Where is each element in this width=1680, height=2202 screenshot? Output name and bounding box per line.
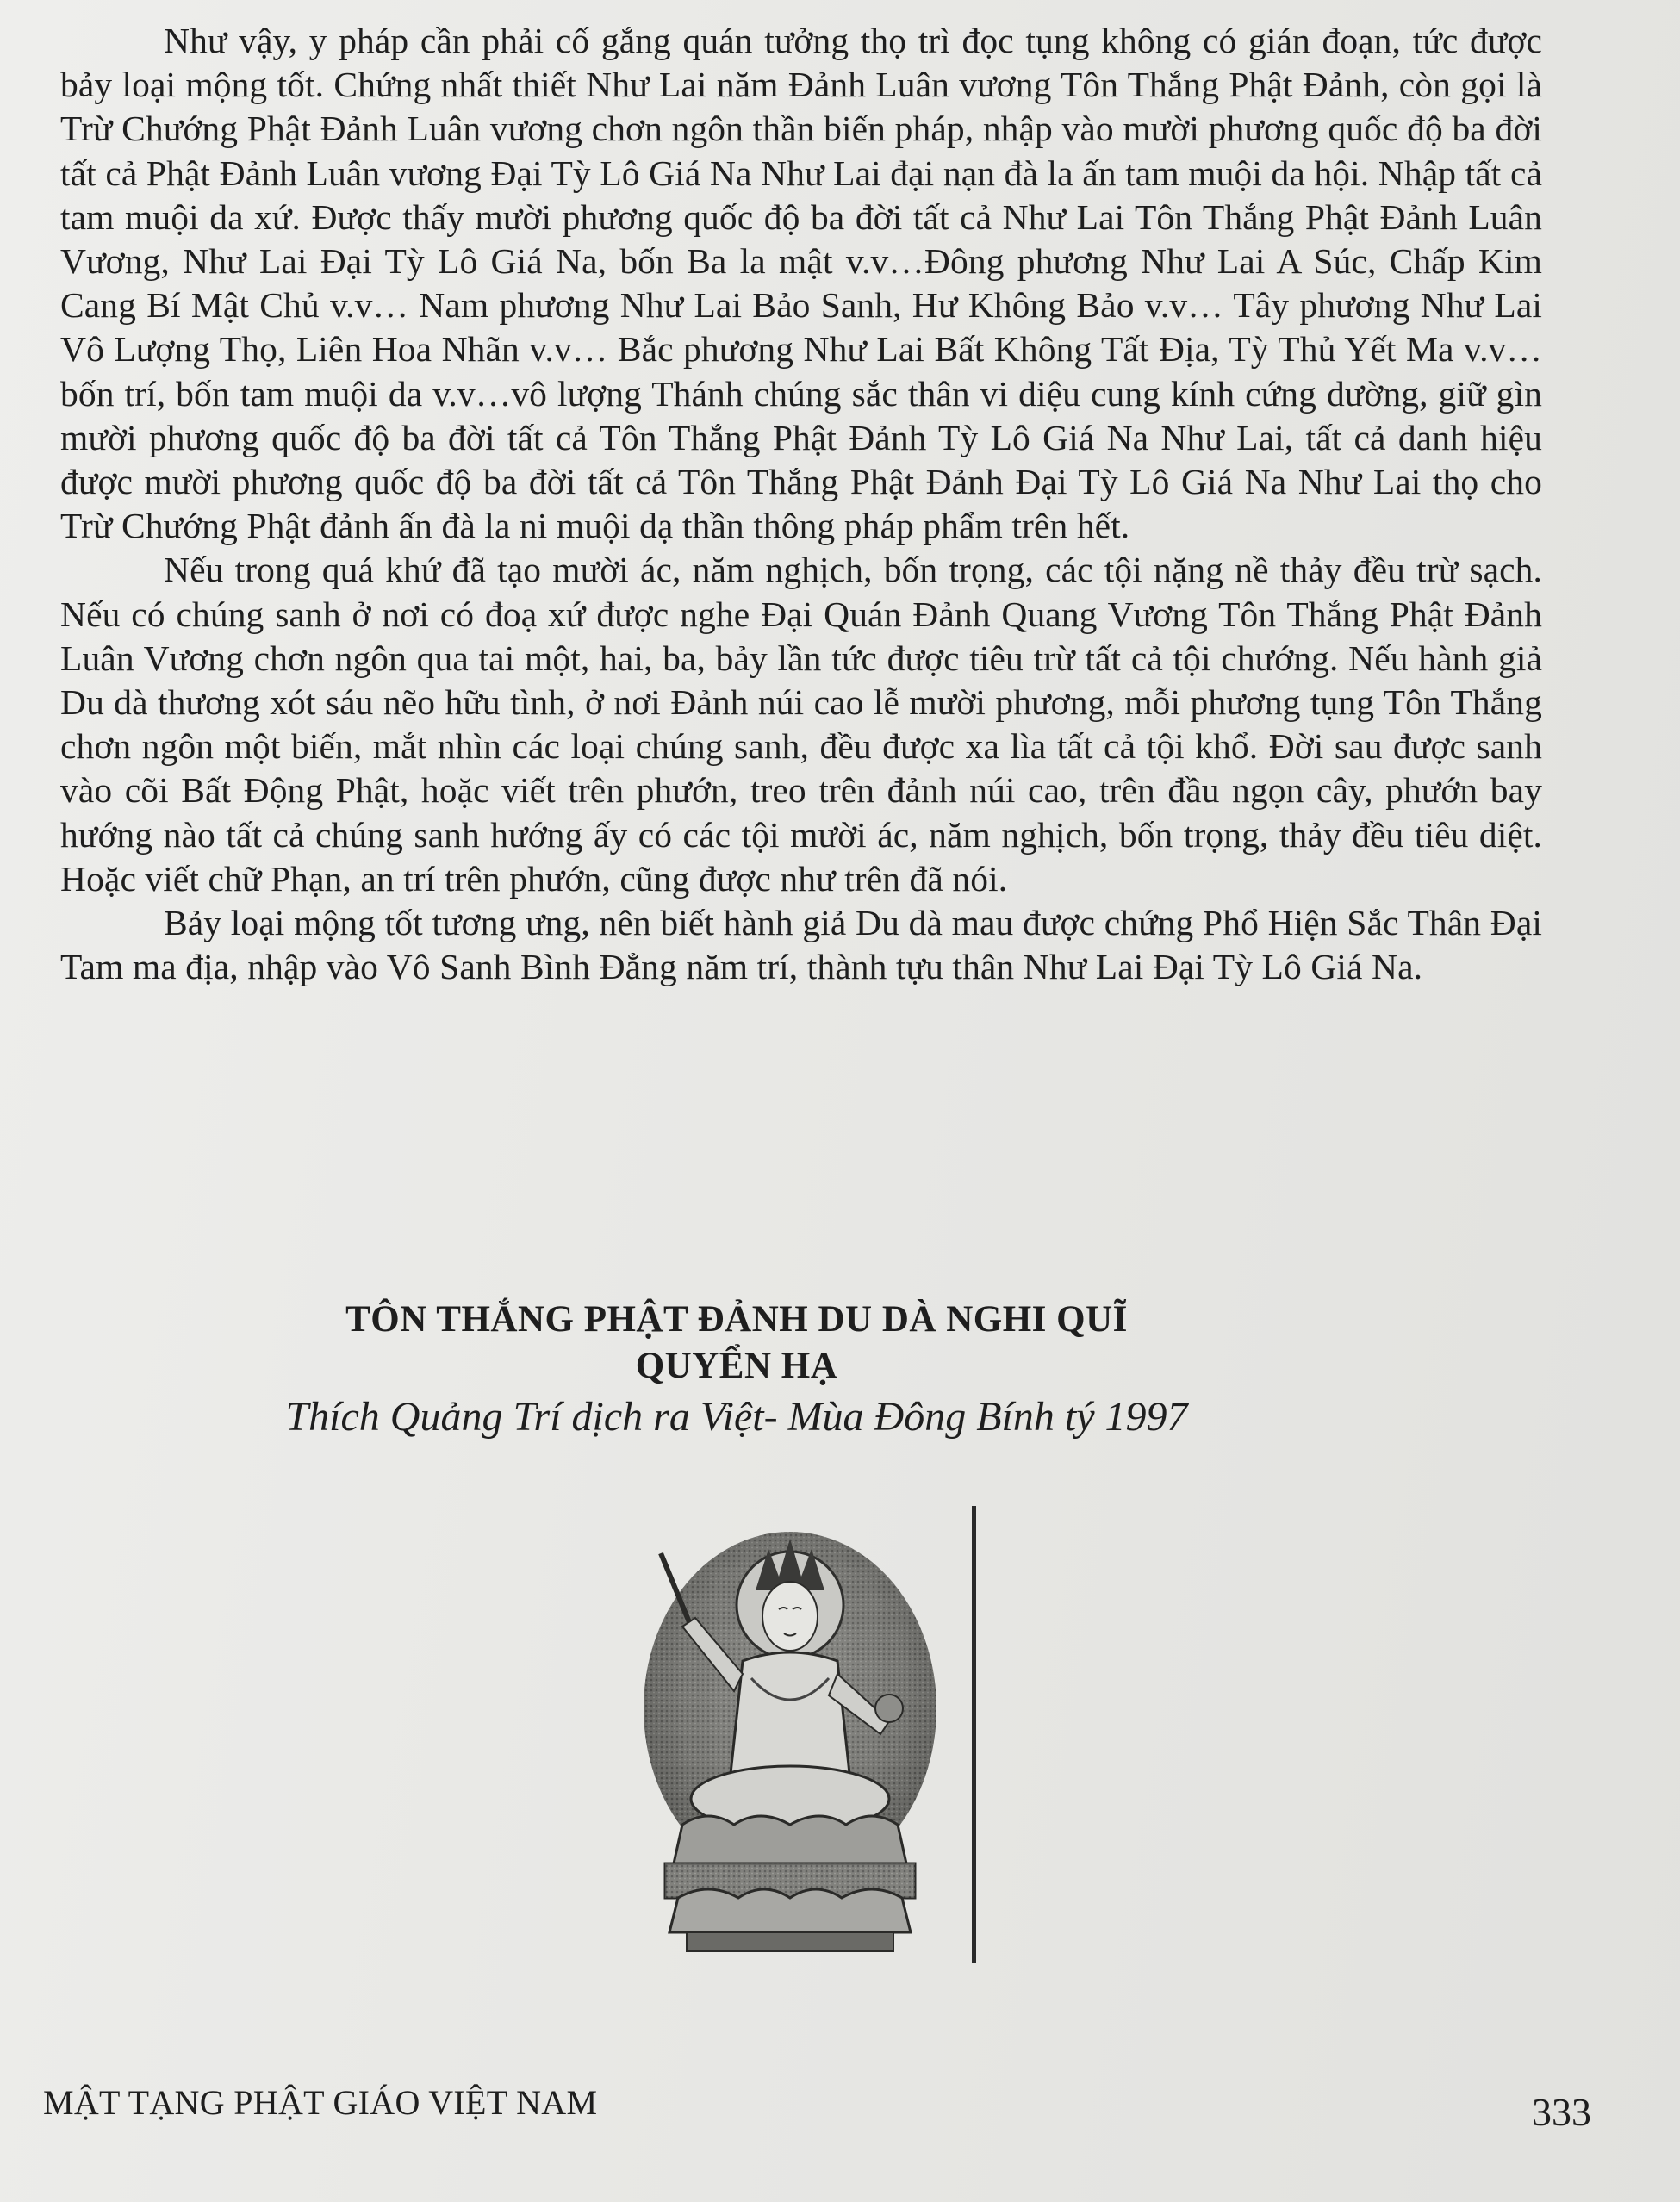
heading-title-line1: TÔN THẮNG PHẬT ĐẢNH DU DÀ NGHI QUĨ	[345, 1299, 1128, 1340]
heading-title-line2: QUYỂN HẠ	[635, 1346, 838, 1386]
page-number: 333	[1532, 2090, 1591, 2134]
footer-book-title: MẬT TẠNG PHẬT GIÁO VIỆT NAM	[43, 2083, 598, 2122]
section-heading	[0, 1297, 1680, 1443]
paragraph-2: Nếu trong quá khứ đã tạo mười ác, năm nghịch, bốn trọng, các tội nặng nề thảy đều trừ sạch. Nếu có chúng sanh ở nơi có đoạ xứ được nghe Đại Quán Đảnh Quang Vương Tôn Thắng Phật Đảnh Luân Vương chơn ngôn qua tai một, hai, ba, bảy lần tức được tiêu trừ tất cả tội chướng. Nếu hành giả Du dà thương xót sáu nẽo hữu tình, ở nơi Đảnh núi cao lễ mười phương, mỗi phương tụng Tôn Thắng chơn ngôn một biến, mắt nhìn các loại chúng sanh, đều được xa lìa tất cả tội khổ. Đời sau được sanh vào cõi Bất Động Phật, hoặc viết trên phướn, treo trên đảnh núi cao, trên đầu ngọn cây, phướn bay hướng nào tất cả chúng sanh hướng ấy có các tội mười ác, năm nghịch, bốn trọng, thảy đều tiêu diệt. Hoặc viết chữ Phạn, an trí trên phướn, cũng được như trên đã nói.	[60, 550, 1542, 899]
paragraph-1: Như vậy, y pháp cần phải cố gắng quán tưởng thọ trì đọc tụng không có gián đoạn, tức được bảy loại mộng tốt. Chứng nhất thiết Như Lai năm Đảnh Luân vương Tôn Thắng Phật Đảnh, còn gọi là Trừ Chướng Phật Đảnh Luân vương chơn ngôn thần biến pháp, nhập vào mười phương quốc độ ba đời tất cả Phật Đảnh Luân vương Đại Tỳ Lô Giá Na Như Lai đại nạn đà la ấn tam muội da hội. Nhập tất cả tam muội da xứ. Được thấy mười phương quốc độ ba đời tất cả Như Lai Tôn Thắng Phật Đảnh Luân Vương, Như Lai Đại Tỳ Lô Giá Na, bốn Ba la mật v.v…Đông phương Như Lai A Súc, Chấp Kim Cang Bí Mật Chủ v.v… Nam phương Như Lai Bảo Sanh, Hư Không Bảo v.v… Tây phương Như Lai Vô Lượng Thọ, Liên Hoa Nhãn v.v… Bắc phương Như Lai Bất Không Tất Địa, Tỳ Thủ Yết Ma v.v…bốn trí, bốn tam muội da v.v…vô lượng Thánh chúng sắc thân vi diệu cung kính cứng dường, giữ gìn mười phương quốc độ ba đời tất cả Tôn Thắng Phật Đảnh Tỳ Lô Giá Na Như Lai, tất cả danh hiệu được mười phương quốc độ ba đời tất cả Tôn Thắng Phật Đảnh Đại Tỳ Lô Giá Na Như Lai thọ cho Trừ Chướng Phật đảnh ấn đà la ni muội dạ thần thông pháp phẩm trên hết.	[60, 21, 1542, 546]
translator-credit: Thích Quảng Trí dịch ra Việt- Mùa Đông Bính tý 1997	[285, 1394, 1188, 1440]
vertical-divider-line	[972, 1506, 976, 1963]
body-text	[60, 19, 1542, 989]
buddha-illustration	[613, 1523, 975, 1959]
paragraph-3: Bảy loại mộng tốt tương ưng, nên biết hành giả Du dà mau được chứng Phổ Hiện Sắc Thân Đại Tam ma địa, nhập vào Vô Sanh Bình Đẳng năm trí, thành tựu thân Như Lai Đại Tỳ Lô Giá Na.	[60, 903, 1542, 987]
